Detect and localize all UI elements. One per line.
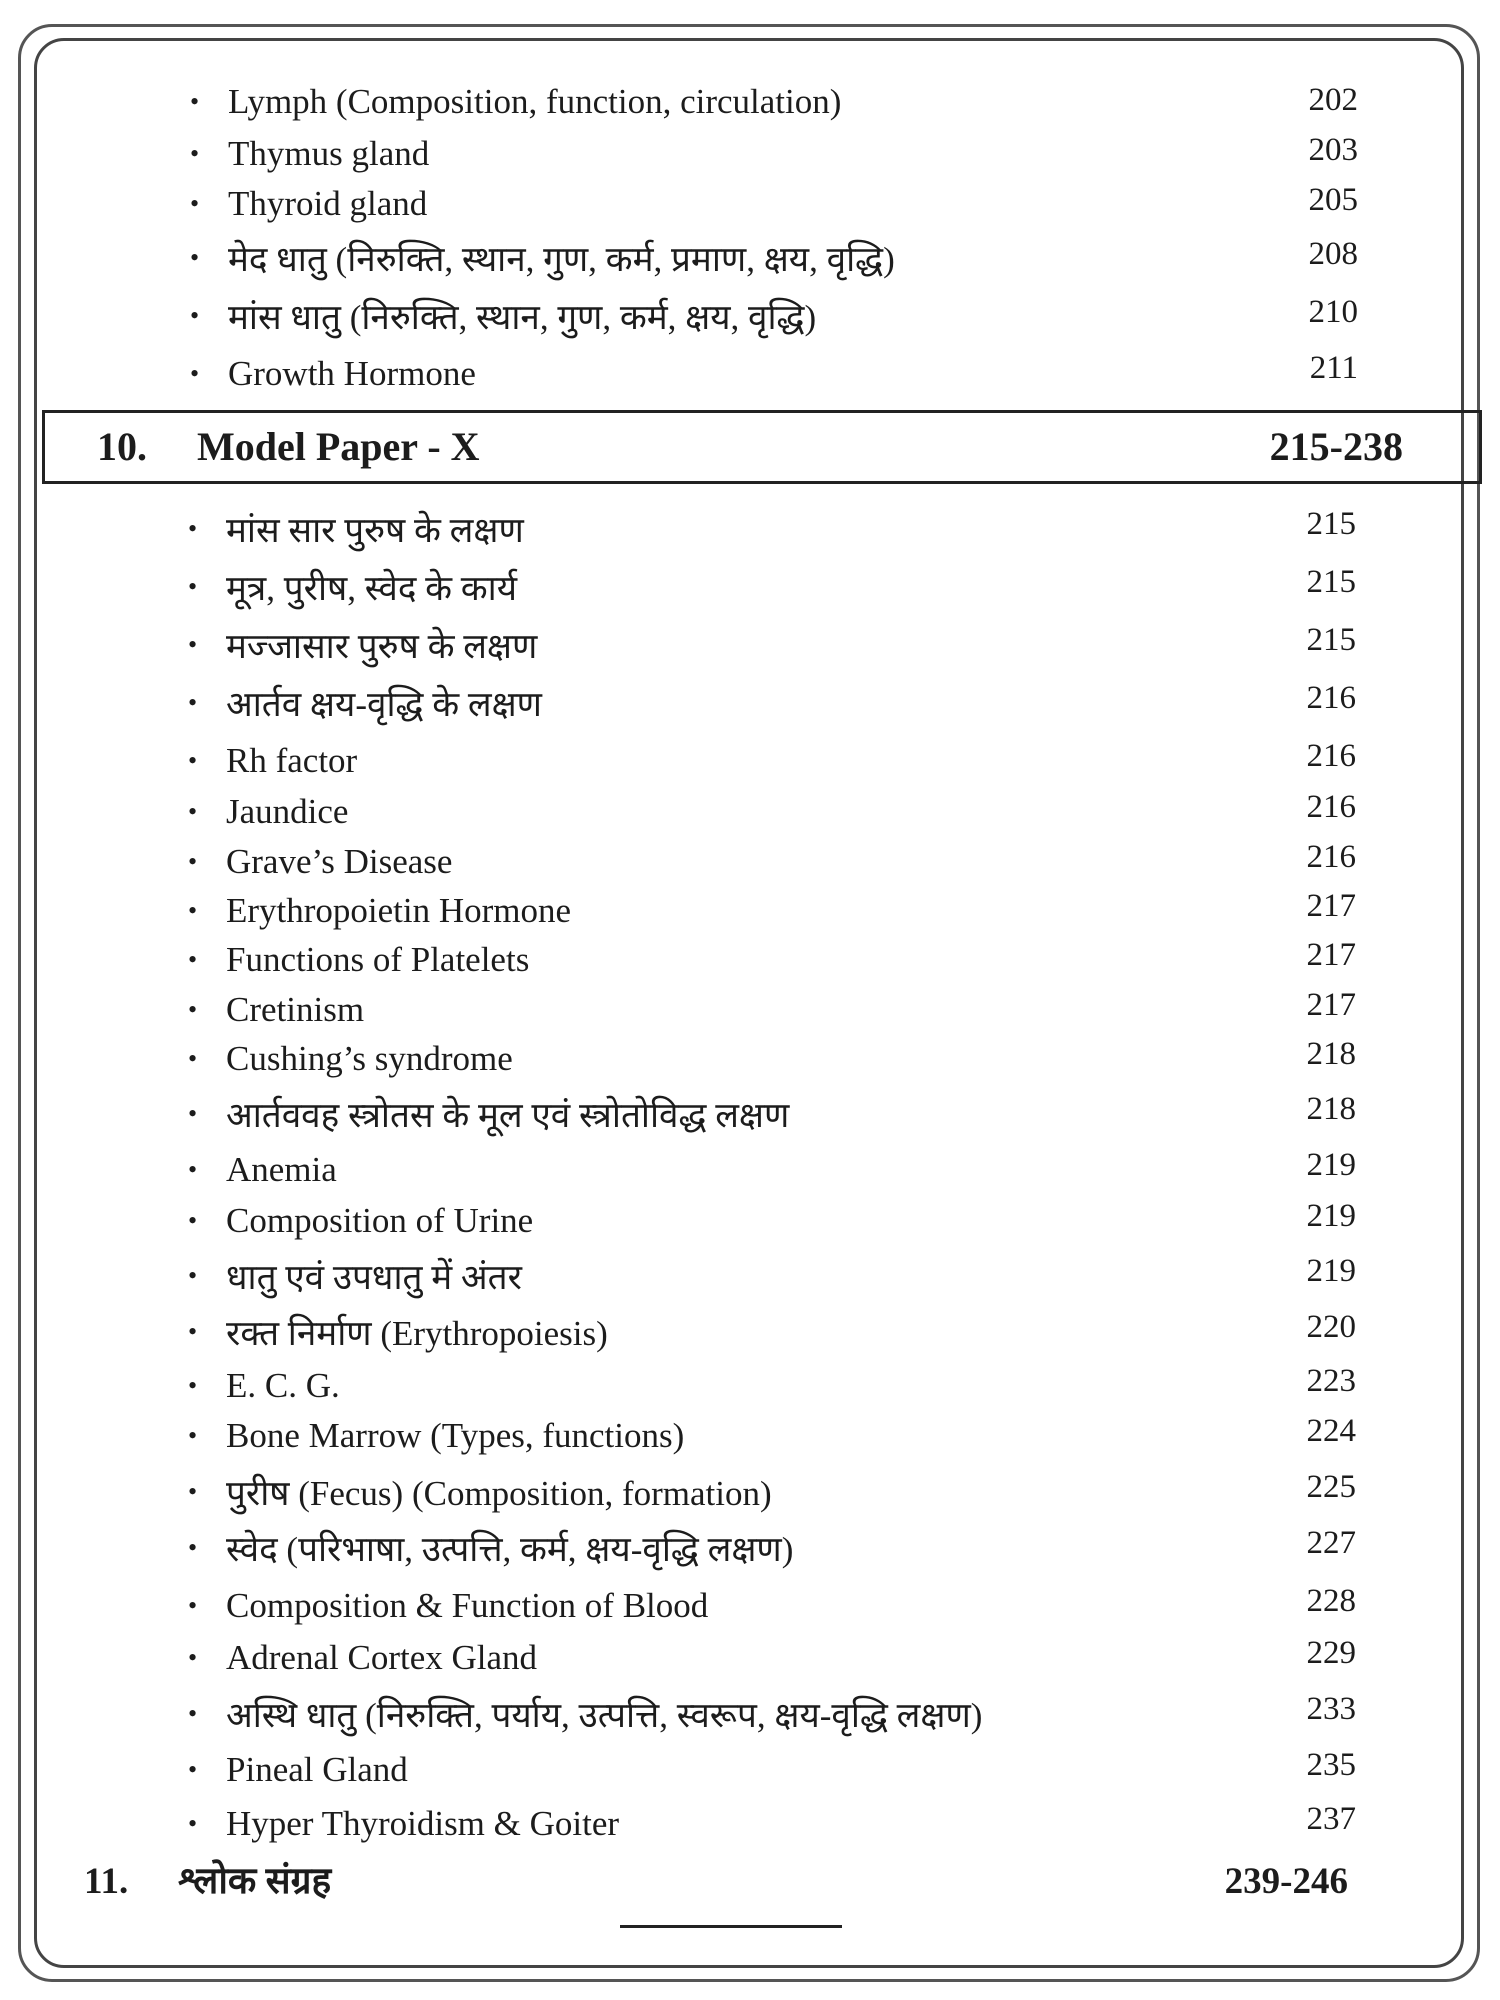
- bullet-icon: •: [188, 1591, 198, 1620]
- bullet-icon: •: [190, 243, 200, 272]
- toc-entry-title: Anemia: [226, 1150, 337, 1189]
- toc-entry-page: 224: [1306, 1413, 1356, 1449]
- toc-entry: [188, 1634, 537, 1682]
- toc-entry: [190, 292, 816, 340]
- toc-entry-title: Pineal Gland: [226, 1750, 408, 1789]
- toc-entry: [190, 234, 895, 282]
- chapter-11-header: [0, 1852, 1500, 1912]
- bullet-icon: •: [188, 1755, 198, 1784]
- toc-entry: [188, 1146, 337, 1194]
- toc-entry-title: आर्तव क्षय-वृद्धि के लक्षण: [226, 684, 542, 724]
- chapter-number: 11.: [84, 1861, 129, 1902]
- chapter-title: श्लोक संग्रह: [178, 1861, 332, 1902]
- toc-entry-title: Cretinism: [226, 990, 365, 1029]
- toc-entry: [188, 1252, 522, 1300]
- toc-entry-page: 216: [1306, 680, 1356, 716]
- chapter-page-range: 239-246: [1224, 1861, 1348, 1902]
- bullet-icon: •: [188, 514, 198, 543]
- toc-entry-title: मूत्र, पुरीष, स्वेद के कार्य: [226, 568, 518, 608]
- toc-entry: [188, 1035, 513, 1083]
- bullet-icon: •: [188, 1533, 198, 1562]
- toc-entry: [188, 1746, 408, 1794]
- toc-entry-page: 215: [1306, 622, 1356, 658]
- toc-entry: [188, 563, 517, 611]
- toc-entry-title: Grave’s Disease: [226, 842, 453, 881]
- chapter-number: 10.: [97, 424, 147, 469]
- toc-entry-title: E. C. G.: [226, 1366, 340, 1405]
- toc-entry-title: Bone Marrow (Types, functions): [226, 1416, 685, 1455]
- toc-entry-page: 211: [1309, 350, 1358, 386]
- toc-entry-title: Rh factor: [226, 741, 358, 780]
- bullet-icon: •: [188, 896, 198, 925]
- toc-entry-page: 229: [1306, 1635, 1356, 1671]
- toc-entry-title: मांस सार पुरुष के लक्षण: [226, 510, 524, 550]
- bullet-icon: •: [188, 1261, 198, 1290]
- toc-entry-page: 215: [1306, 506, 1356, 542]
- toc-entry-page: 208: [1308, 236, 1358, 272]
- toc-entry-page: 217: [1306, 987, 1356, 1023]
- toc-entry: [188, 1690, 982, 1738]
- toc-entry-page: 217: [1306, 888, 1356, 924]
- bullet-icon: •: [190, 189, 200, 218]
- bullet-icon: •: [190, 87, 200, 116]
- bullet-icon: •: [188, 1099, 198, 1128]
- bullet-icon: •: [188, 945, 198, 974]
- toc-entry-title: Composition & Function of Blood: [226, 1586, 709, 1625]
- bullet-icon: •: [188, 1643, 198, 1672]
- toc-entry-title: Composition of Urine: [226, 1201, 534, 1240]
- toc-entry-title: Hyper Thyroidism & Goiter: [226, 1804, 620, 1843]
- bullet-icon: •: [188, 1809, 198, 1838]
- bullet-icon: •: [188, 630, 198, 659]
- bullet-icon: •: [188, 1699, 198, 1728]
- toc-entry: [190, 180, 427, 228]
- toc-entry: [188, 1800, 619, 1848]
- toc-entry-title: Thymus gland: [228, 134, 430, 173]
- toc-entry-title: Thyroid gland: [228, 184, 428, 223]
- toc-entry-page: 225: [1306, 1469, 1356, 1505]
- chapter-page-range: 215-238: [1269, 424, 1403, 469]
- toc-entry-title: अस्थि धातु (निरुक्ति, पर्याय, उत्पत्ति, स्वरूप, क्षय-वृद्धि लक्षण): [226, 1695, 983, 1735]
- bullet-icon: •: [190, 139, 200, 168]
- toc-entry-title: Adrenal Cortex Gland: [226, 1638, 538, 1677]
- toc-entry-page: 227: [1306, 1525, 1356, 1561]
- toc-entry: [188, 1090, 789, 1138]
- toc-entry-page: 219: [1306, 1198, 1356, 1234]
- toc-entry: [188, 1468, 772, 1516]
- toc-entry: [188, 1412, 684, 1460]
- bullet-icon: •: [188, 1155, 198, 1184]
- toc-entry-page: 218: [1306, 1091, 1356, 1127]
- toc-entry-title: मज्जासार पुरुष के लक्षण: [226, 626, 538, 666]
- toc-entry-page: 223: [1306, 1363, 1356, 1399]
- toc-entry-page: 216: [1306, 738, 1356, 774]
- bullet-icon: •: [188, 1371, 198, 1400]
- toc-entry-title: पुरीष (Fecus) (Composition, formation): [226, 1473, 772, 1513]
- bullet-icon: •: [188, 847, 198, 876]
- toc-entry: [188, 505, 524, 553]
- toc-entry-page: 219: [1306, 1253, 1356, 1289]
- toc-entry-title: Jaundice: [226, 792, 349, 831]
- toc-entry: [188, 788, 348, 836]
- toc-entry-page: 217: [1306, 937, 1356, 973]
- toc-entry: [188, 887, 571, 935]
- toc-entry-page: 233: [1306, 1691, 1356, 1727]
- toc-entry: [190, 130, 429, 178]
- toc-entry-page: 205: [1308, 182, 1358, 218]
- toc-entry-title: मांस धातु (निरुक्ति, स्थान, गुण, कर्म, क्षय, वृद्धि): [228, 297, 817, 337]
- toc-entry-title: रक्त निर्माण (Erythropoiesis): [226, 1313, 608, 1353]
- toc-entry: [188, 1524, 793, 1572]
- toc-entry: [190, 350, 476, 398]
- toc-entry: [190, 78, 841, 126]
- chapter-10-header: [42, 410, 1482, 484]
- bullet-icon: •: [190, 301, 200, 330]
- toc-entry-page: 218: [1306, 1036, 1356, 1072]
- toc-entry-page: 216: [1306, 839, 1356, 875]
- bullet-icon: •: [188, 995, 198, 1024]
- bullet-icon: •: [188, 746, 198, 775]
- chapter-title: Model Paper - X: [197, 424, 480, 469]
- toc-entry: [188, 679, 542, 727]
- toc-entry: [188, 838, 452, 886]
- toc-entry: [188, 737, 357, 785]
- toc-entry-page: 235: [1306, 1747, 1356, 1783]
- bullet-icon: •: [188, 1317, 198, 1346]
- toc-entry-title: आर्तववह स्त्रोतस के मूल एवं स्त्रोतोविद्ध लक्षण: [226, 1095, 790, 1135]
- toc-entry-page: 228: [1306, 1583, 1356, 1619]
- bullet-icon: •: [188, 572, 198, 601]
- toc-entry-page: 219: [1306, 1147, 1356, 1183]
- bullet-icon: •: [188, 1421, 198, 1450]
- toc-entry-page: 216: [1306, 789, 1356, 825]
- toc-entry-title: स्वेद (परिभाषा, उत्पत्ति, कर्म, क्षय-वृद्धि लक्षण): [226, 1529, 794, 1569]
- toc-entry-page: 220: [1306, 1309, 1356, 1345]
- bullet-icon: •: [188, 797, 198, 826]
- toc-entry: [188, 1197, 533, 1245]
- toc-entry-title: Erythropoietin Hormone: [226, 891, 572, 930]
- toc-entry: [188, 986, 364, 1034]
- toc-entry-page: 202: [1308, 82, 1358, 118]
- end-rule: [620, 1925, 842, 1928]
- toc-entry-page: 210: [1308, 294, 1358, 330]
- toc-entry-page: 203: [1308, 132, 1358, 168]
- toc-entry: [188, 936, 529, 984]
- toc-entry-title: Functions of Platelets: [226, 940, 530, 979]
- toc-entry-page: 237: [1306, 1801, 1356, 1837]
- toc-entry-title: Cushing’s syndrome: [226, 1039, 513, 1078]
- toc-entry: [188, 1308, 608, 1356]
- bullet-icon: •: [188, 1206, 198, 1235]
- bullet-icon: •: [190, 359, 200, 388]
- toc-entry: [188, 1582, 708, 1630]
- toc-entry: [188, 1362, 340, 1410]
- toc-entry-title: मेद धातु (निरुक्ति, स्थान, गुण, कर्म, प्रमाण, क्षय, वृद्धि): [228, 239, 895, 279]
- toc-entry-title: Lymph (Composition, function, circulation): [228, 82, 842, 121]
- toc-entry-page: 215: [1306, 564, 1356, 600]
- toc-entry-title: धातु एवं उपधातु में अंतर: [226, 1257, 522, 1297]
- bullet-icon: •: [188, 1477, 198, 1506]
- bullet-icon: •: [188, 688, 198, 717]
- bullet-icon: •: [188, 1044, 198, 1073]
- toc-entry-title: Growth Hormone: [228, 354, 476, 393]
- toc-entry: [188, 621, 537, 669]
